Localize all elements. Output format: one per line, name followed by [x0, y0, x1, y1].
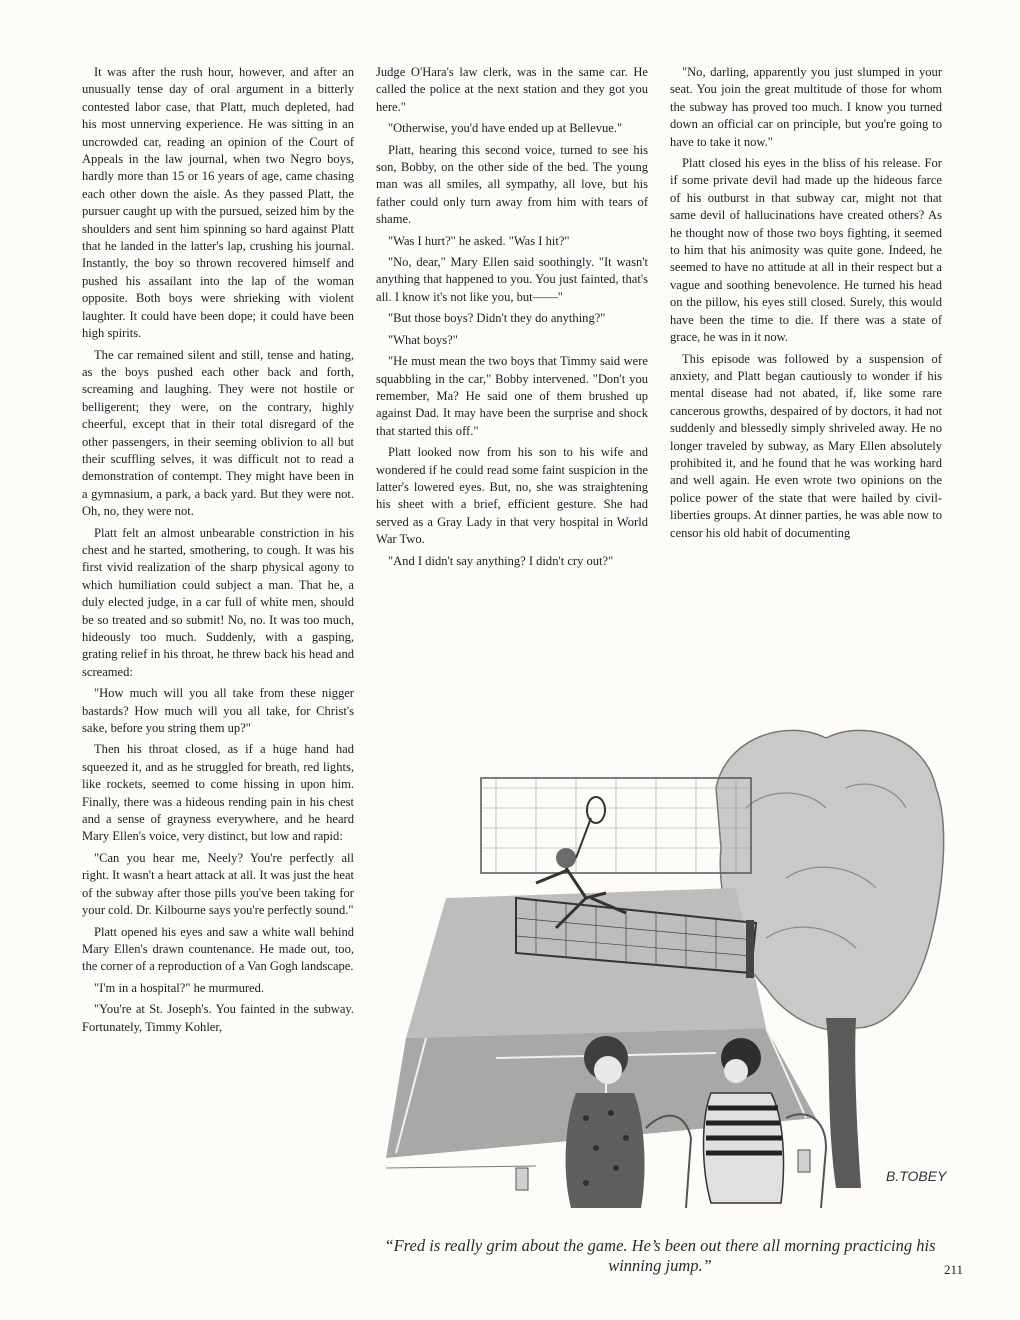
paragraph: Judge O'Hara's law clerk, was in the same car. He called the police at the next station and they got you here." — [376, 65, 648, 114]
paragraph: "You're at St. Joseph's. You fainted in the subway. Fortunately, Timmy Kohler, — [82, 1002, 354, 1034]
paragraph: The car remained silent and still, tense and hating, as the boys pushed each other back and forth, screaming and laughing. They were not hostile or belligerent; they were, on the contrary, highly cheerful, except that in their total disregard of the other passengers, in their seeming oblivion to all but their scuffling selves, it was difficult not to read a demonstration of contempt. They might have been in a gymnasium, a park, a back yard. But they were not. Oh, no, they were not. — [82, 347, 354, 519]
paragraph: "He must mean the two boys that Timmy said were squabbling in the car," Bobby intervened. "Don't you remember, Ma? He said one of them brushed up against Dad. It may have been the surprise and shock that started this off." — [376, 354, 648, 438]
tennis-cartoon-drawing — [386, 698, 946, 1228]
page-number: 211 — [944, 1262, 964, 1277]
paragraph: "No, dear," Mary Ellen said soothingly. "It wasn't anything that happened to you. You just fainted, that's all. I know it's not like you, but——" — [376, 255, 648, 304]
paragraph: It was after the rush hour, however, and after an unusually tense day of oral argument in a bitterly contested labor case, that Platt, much depleted, had his most unnerving experience. He was sitting in an uncrowded car, reading an opinion of the Court of Appeals in the law journal, when two Negro boys, hardly more than 15 or 16 years of age, came chasing each other down the aisle. As they passed Platt, the pursuer caught up with the pursued, seized him by the shoulders and sent him spinning so hard against Platt that he landed in the latter's lap, crushing his journal. Instantly, the boy so thrown recovered himself and pushed his assailant into the lap of the woman opposite. Both boys were shrieking with violent laughter. It could have been dope; it could have been high spirits. — [82, 65, 354, 341]
paragraph: "How much will you all take from these nigger bastards? How much will you all take, for Christ's sake, before you string them up?" — [82, 686, 354, 736]
article-column-1 — [82, 64, 354, 1040]
cartoon-caption: “Fred is really grim about the game. He’s been out there all morning practicing his winning jump.” — [384, 1236, 936, 1275]
paragraph: "Otherwise, you'd have ended up at Bellevue." — [388, 121, 623, 136]
article-column-2 — [376, 64, 648, 574]
paragraph: "And I didn't say anything? I didn't cry out?" — [388, 553, 614, 568]
paragraph: Platt felt an almost unbearable constriction in his chest and he started, smothering, to cough. It was his first vivid realization of the sharp physical agony to which humiliation could subject a man. That he, a duly elected judge, in a car full of white men, should be so treated and so submit! No, no. It was too much, hideously too much. Suddenly, with a gasping, grating relief in his throat, he threw back his head and screamed: — [82, 525, 354, 679]
paragraph: "No, darling, apparently you just slumped in your seat. You join the great multitude of those for whom the subway has proved too much. I know you turned down an official car on principle, but you're going to have to take it now." — [670, 65, 942, 149]
cartoon-illustration — [386, 698, 946, 1228]
paragraph: "What boys?" — [388, 332, 458, 347]
paragraph: Then his throat closed, as if a huge hand had squeezed it, and as he struggled for breath, red lights, like rockets, seemed to come hissing in upon him. Finally, there was a hideous rending pain in his chest and a sense of grayness everywhere, and he heard Mary Ellen's voice, very distinct, but low and rapid: — [82, 742, 354, 844]
paragraph: "But those boys? Didn't they do anything?" — [388, 311, 606, 326]
paragraph: Platt opened his eyes and saw a white wall behind Mary Ellen's drawn countenance. He made out, too, the corner of a reproduction of a Van Gogh landscape. — [82, 924, 354, 974]
paragraph: "Was I hurt?" he asked. "Was I hit?" — [388, 233, 570, 248]
paragraph: Platt looked now from his son to his wife and wondered if he could read some faint suspicion in the latter's lowered eyes. But, no, she was straightening his sheet with a brief, efficient gesture. She had served as a Gray Lady in that very hospital in World War Two. — [376, 445, 648, 547]
paragraph: "I'm in a hospital?" he murmured. — [94, 980, 264, 995]
artist-signature: B.TOBEY — [886, 1168, 947, 1184]
article-column-3 — [670, 64, 942, 546]
paragraph: This episode was followed by a suspension of anxiety, and Platt began cautiously to wonder if his mental disease had not abated, if, like some rare cancerous growths, despaired of by doctors, it had not suddenly and blessedly simply shriveled away. He no longer traveled by subway, as Mary Ellen absolutely prohibited it, and he found that he was working hard and well again. He even wrote two opinions on the police power of the state that were hailed by civil-liberties groups. At dinner parties, he was able now to censor his old habit of documenting — [670, 351, 942, 540]
paragraph: Platt, hearing this second voice, turned to see his son, Bobby, on the other side of the bed. The young man was all smiles, all sympathy, all love, but his father could only turn away from him with tears of shame. — [376, 142, 648, 227]
paragraph: Platt closed his eyes in the bliss of his release. For if some private devil had made up the hideous farce of his outburst in that subway car, might not that same devil of hallucinations have created others? As he thought now of those two boys fighting, it seemed to him that his animosity was quite gone. Indeed, he seemed to have no attitude at all in their respect but a vague and soothing benevolence. He turned his head on the pillow, his eyes still closed. Surely, this would have been the time to die. If there was a state of grace, he was in it now. — [670, 156, 942, 345]
paragraph: "Can you hear me, Neely? You're perfectly all right. It wasn't a heart attack at all. It was just the heat of the subway after those pills you've been taking for your cold. Dr. Kilbourne says you're perfectly sound." — [82, 850, 354, 918]
